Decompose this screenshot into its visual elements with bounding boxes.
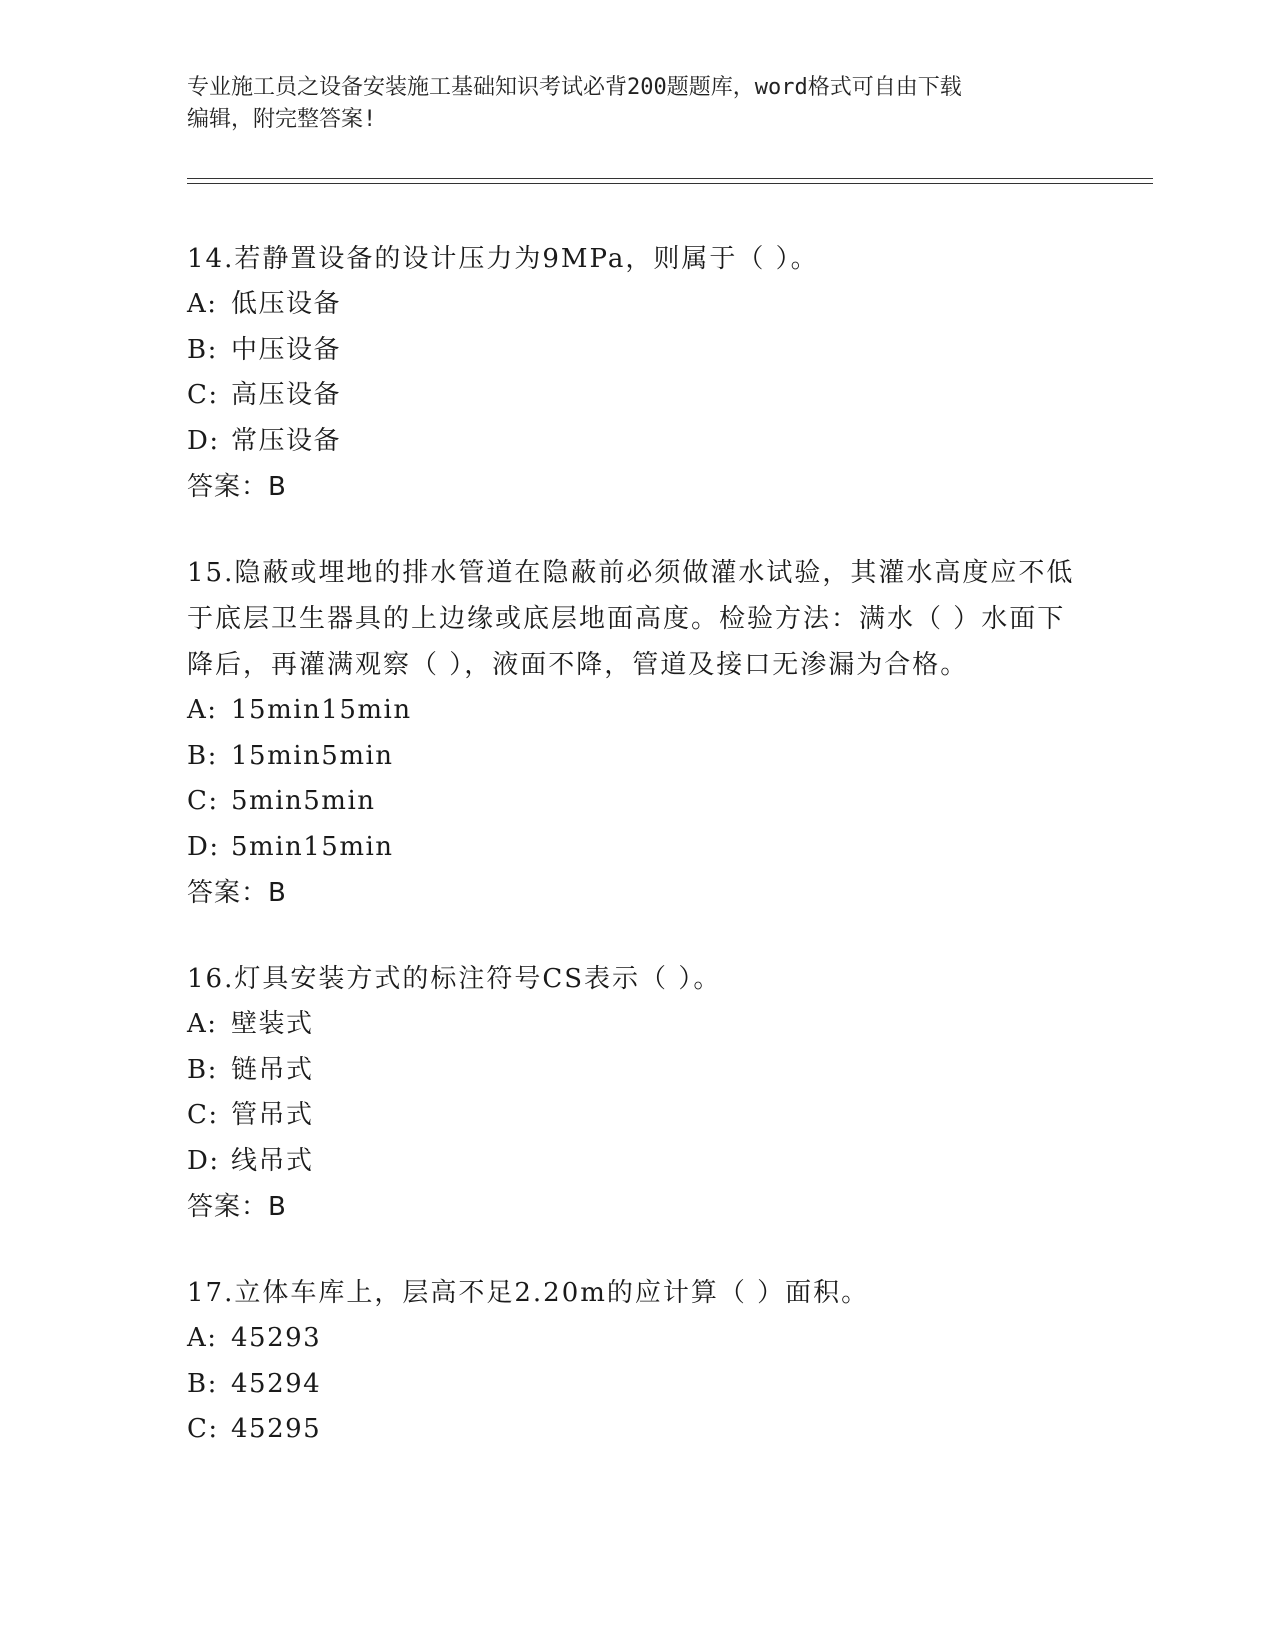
option-c — [187, 779, 1087, 825]
option-text: 中压设备 — [231, 334, 342, 365]
option-key: D: — [187, 831, 220, 862]
option-c — [187, 373, 1087, 419]
answer: 答案：B — [187, 472, 287, 502]
option-a — [187, 282, 1087, 328]
option-key: C: — [187, 1100, 219, 1130]
option-text: 45295 — [231, 1414, 322, 1444]
option-text: 5min5min — [231, 786, 376, 816]
document-header — [187, 72, 1067, 136]
option-key: B: — [187, 1368, 218, 1399]
question-15 — [187, 550, 1087, 916]
question-14 — [187, 236, 1087, 510]
answer: 答案：B — [187, 878, 287, 908]
option-key: C: — [187, 1414, 219, 1444]
option-text: 15min5min — [231, 740, 394, 771]
option-text: 45293 — [231, 1323, 322, 1353]
option-key: A: — [187, 289, 218, 319]
option-key: B: — [187, 334, 218, 365]
option-b — [187, 734, 1087, 780]
question-list — [187, 236, 1087, 1493]
option-text: 常压设备 — [231, 425, 342, 456]
header-line-1: 专业施工员之设备安装施工基础知识考试必背200题题库，word格式可自由下载 — [187, 75, 962, 100]
question-stem: 15.隐蔽或埋地的排水管道在隐蔽前必须做灌水试验，其灌水高度应不低于底层卫生器具的上边缘或底层地面高度。检验方法：满水（ ）水面下降后，再灌满观察（ ），液面不降，管道及接口无渗漏为合格。 — [187, 558, 1075, 680]
option-text: 高压设备 — [231, 380, 342, 410]
option-text: 线吊式 — [231, 1145, 314, 1176]
question-16 — [187, 956, 1087, 1230]
option-b — [187, 1048, 1087, 1094]
option-c — [187, 1407, 1087, 1453]
option-key: B: — [187, 740, 218, 771]
option-a — [187, 688, 1087, 734]
option-text: 45294 — [231, 1368, 322, 1399]
option-b — [187, 1362, 1087, 1408]
option-text: 15min15min — [231, 695, 412, 725]
option-text: 5min15min — [231, 831, 394, 862]
option-key: A: — [187, 695, 218, 725]
option-key: D: — [187, 1145, 220, 1176]
option-key: D: — [187, 425, 220, 456]
option-key: A: — [187, 1009, 218, 1039]
option-d — [187, 1139, 1087, 1185]
option-d — [187, 419, 1087, 465]
option-text: 管吊式 — [231, 1100, 314, 1130]
question-stem: 14.若静置设备的设计压力为9MPa，则属于（ ）。 — [187, 244, 819, 274]
option-key: B: — [187, 1054, 218, 1085]
option-d — [187, 825, 1087, 871]
header-line-2: 编辑，附完整答案! — [187, 107, 377, 132]
question-17 — [187, 1270, 1087, 1453]
option-a — [187, 1002, 1087, 1048]
header-divider-top — [187, 178, 1153, 179]
option-key: C: — [187, 786, 219, 816]
option-c — [187, 1093, 1087, 1139]
option-text: 低压设备 — [231, 289, 342, 319]
header-divider-bottom — [187, 183, 1153, 184]
option-text: 壁装式 — [231, 1009, 314, 1039]
question-stem: 16.灯具安装方式的标注符号CS表示（ ）。 — [187, 964, 722, 994]
option-b — [187, 328, 1087, 374]
option-key: C: — [187, 380, 219, 410]
option-text: 链吊式 — [231, 1054, 314, 1085]
option-key: A: — [187, 1323, 218, 1353]
question-stem: 17.立体车库上，层高不足2.20m的应计算（ ）面积。 — [187, 1278, 870, 1308]
answer: 答案：B — [187, 1192, 287, 1222]
option-a — [187, 1316, 1087, 1362]
